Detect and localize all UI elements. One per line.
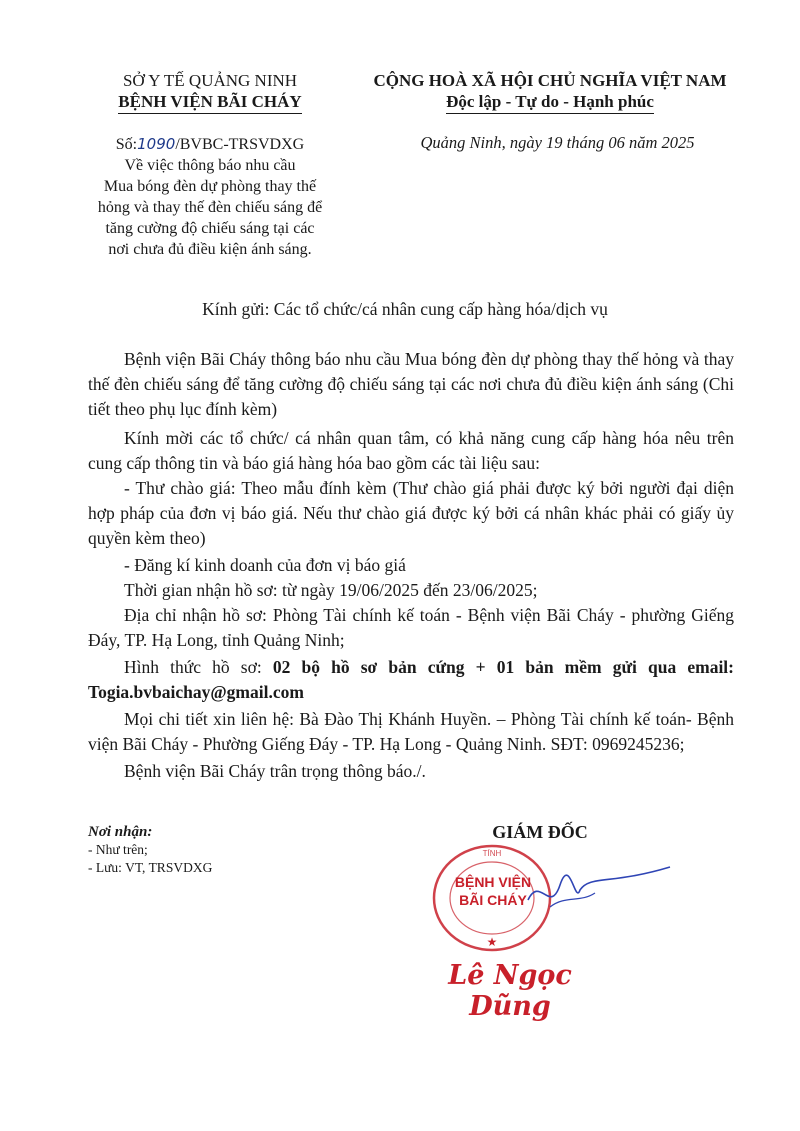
stamp-line: BỆNH VIỆN: [454, 874, 532, 890]
recipient-item: - Như trên;: [88, 842, 148, 857]
subject-line: hỏng và thay thế đèn chiếu sáng để: [97, 199, 323, 216]
greeting: Kính gửi: Các tổ chức/cá nhân cung cấp hàng hóa/dịch vụ: [202, 299, 608, 319]
stamp-line: BÃI CHÁY: [459, 892, 527, 908]
body-paragraph: - Thư chào giá: Theo mẫu đính kèm (Thư chào giá phải được ký bởi người đại diện hợp pháp của đơn vị báo giá. Nếu thư chào giá được ký bởi cá nhân khác phải có giấy ủy quyền kèm theo): [88, 478, 734, 548]
document-body: [88, 347, 734, 784]
header-right: [345, 70, 755, 114]
signer-name: Lê Ngọc Dũng: [448, 960, 572, 1022]
header-left: [70, 70, 350, 114]
body-paragraph: Mọi chi tiết xin liên hệ: Bà Đào Thị Khánh Huyền. – Phòng Tài chính kế toán- Bệnh viện Bãi Cháy - Phường Giếng Đáy - TP. Hạ Long - Quảng Ninh. SĐT: 0969245236;: [88, 709, 734, 754]
hospital-name: BỆNH VIỆN BÃI CHÁY: [118, 91, 301, 114]
body-paragraph: - Đăng kí kinh doanh của đơn vị báo giá: [124, 555, 406, 575]
recipients: [88, 823, 348, 877]
signature-title: GIÁM ĐỐC: [492, 822, 588, 842]
subject-line: Về việc thông báo nhu cầu: [124, 157, 296, 174]
date-line: Quảng Ninh, ngày 19 tháng 06 năm 2025: [420, 133, 695, 152]
body-paragraph: Bệnh viện Bãi Cháy thông báo nhu cầu Mua bóng đèn dự phòng thay thế hỏng và thay thế đèn chiếu sáng để tăng cường độ chiếu sáng tại các nơi chưa đủ điều kiện ánh sáng (Chi tiết theo phụ lục đính kèm): [88, 349, 734, 419]
submission-format-detail: 02 bộ hồ sơ bản cứng + 01 bản mềm gửi qua email: Togia.bvbaichay@gmail.com: [88, 657, 734, 702]
document-number: [70, 133, 350, 156]
body-paragraph: Thời gian nhận hồ sơ: từ ngày 19/06/2025 đến 23/06/2025;: [124, 580, 538, 600]
recipient-item: - Lưu: VT, TRSVDXG: [88, 860, 213, 875]
signature-scribble: [520, 855, 680, 925]
national-motto: Độc lập - Tự do - Hạnh phúc: [446, 91, 654, 114]
country-name: CỘNG HOÀ XÃ HỘI CHỦ NGHĨA VIỆT NAM: [373, 71, 727, 90]
ministry-name: SỞ Y TẾ QUẢNG NINH: [122, 71, 298, 90]
recipients-title: Nơi nhận:: [88, 824, 153, 840]
subject-line: nơi chưa đủ điều kiện ánh sáng.: [108, 241, 312, 258]
subject-line: Mua bóng đèn dự phòng thay thế: [103, 178, 317, 195]
svg-text:TỈNH: TỈNH: [482, 849, 502, 858]
body-paragraph: Bệnh viện Bãi Cháy trân trọng thông báo./.: [124, 761, 426, 781]
doc-number-prefix: Số:: [115, 136, 138, 153]
body-paragraph: [88, 655, 734, 705]
doc-number-suffix: /BVBC-TRSVDXG: [175, 136, 305, 153]
body-paragraph: Kính mời các tổ chức/ cá nhân quan tâm, có khả năng cung cấp hàng hóa nêu trên cung cấp thông tin và báo giá hàng hóa bao gồm các tài liệu sau:: [88, 428, 734, 473]
subject-line: tăng cường độ chiếu sáng tại các: [105, 220, 315, 237]
doc-number-handwritten: 1090: [137, 135, 176, 153]
submission-format-label: Hình thức hồ sơ:: [124, 657, 273, 677]
svg-text:★: ★: [486, 935, 498, 949]
body-paragraph: Địa chỉ nhận hồ sơ: Phòng Tài chính kế toán - Bệnh viện Bãi Cháy - phường Giếng Đáy, TP. Hạ Long, tỉnh Quảng Ninh;: [88, 605, 734, 650]
document-subject: [70, 155, 350, 260]
